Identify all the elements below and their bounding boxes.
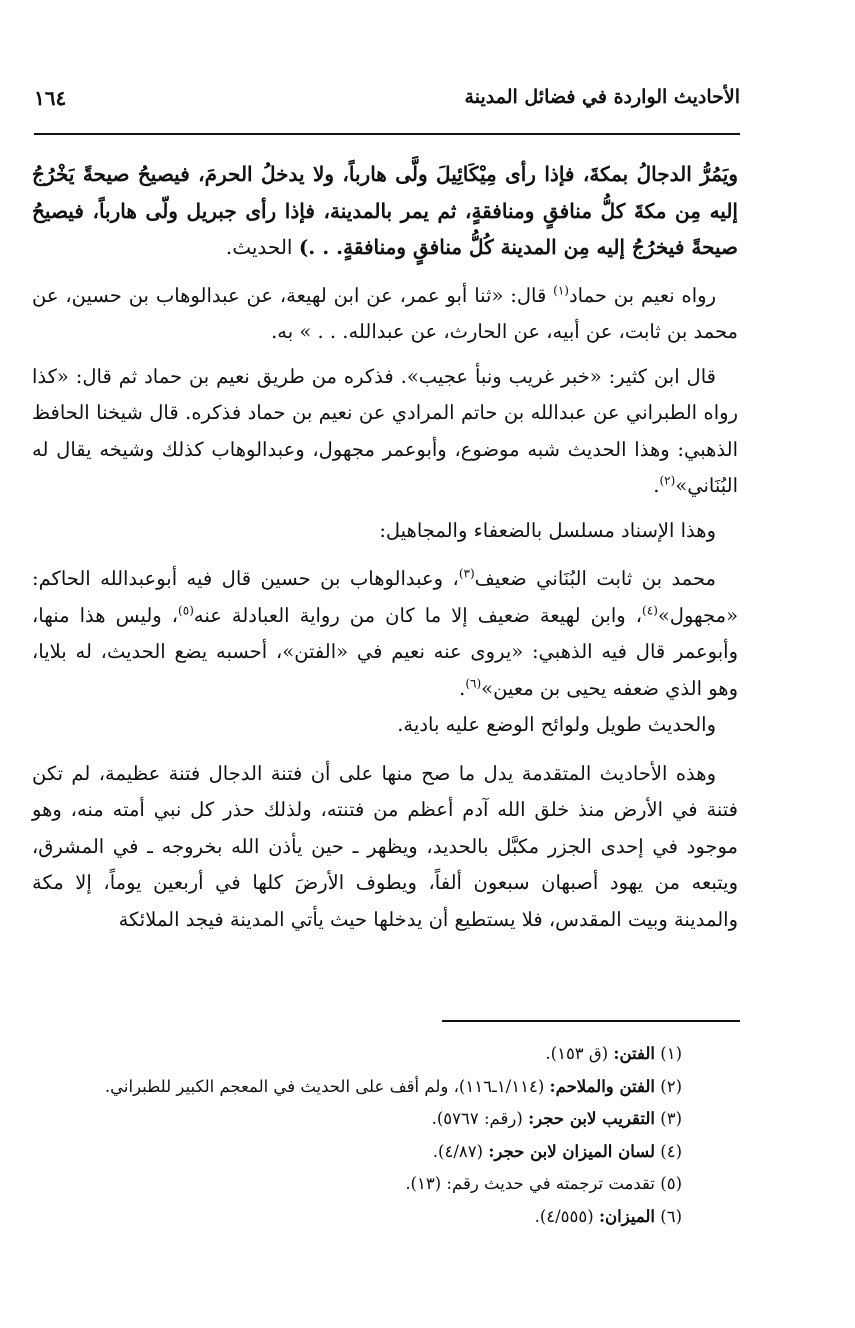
page-number: ١٦٤ xyxy=(34,86,67,110)
main-text xyxy=(32,156,738,938)
running-header xyxy=(34,86,740,118)
footnote xyxy=(34,1168,682,1201)
body-paragraph xyxy=(32,756,738,939)
footnotes-list xyxy=(34,1038,682,1233)
footnote-text: تقدمت ترجمته في حديث رقم: (١٣). xyxy=(405,1174,655,1193)
footnote-number: (٢) xyxy=(660,1076,682,1096)
footnote-ref: (٥) xyxy=(178,603,194,617)
footnote-ref: (١) xyxy=(553,283,569,297)
footnote-source: التقريب لابن حجر: xyxy=(528,1109,655,1128)
paragraph-text: ، وابن لهيعة ضعيف إلا ما كان من رواية العبادلة عنه xyxy=(193,603,643,627)
footnote-ref: (٢) xyxy=(659,473,676,488)
hadith-quote-paragraph xyxy=(32,156,738,266)
footnote-source: الفتن والملاحم: xyxy=(549,1076,655,1096)
body-paragraph xyxy=(32,707,738,744)
footnote xyxy=(34,1136,682,1169)
footnote-text: (٤/٥٥٥). xyxy=(534,1206,599,1226)
paragraph-text: ، وليس هذا منها، وأبوعمر قال فيه الذهبي: «يروى عنه نعيم في «الفتن»، أحسبه يضع الحديث، له بلايا، وهو الذي ضعفه يحيى بن معين» xyxy=(32,603,738,700)
running-title: الأحاديث الواردة في فضائل المدينة xyxy=(464,86,740,108)
footnote-number: (٥) xyxy=(660,1174,682,1193)
paragraph-text: وهذه الأحاديث المتقدمة يدل ما صح منها على أن فتنة الدجال فتنة عظيمة، لم تكن فتنة في الأرض منذ خلق الله آدم أعظم من فتنته، ولذلك حذر كل نبي أمته منه، وهو موجود في إحدى الجزر مكبَّل بالحديد، ويظهر ـ حين يأذن الله بخروجه ـ في المشرق، ويتبعه من يهود أصبهان سبعون ألفاً، ويطوف الأرضَ كلها في أربعين يوماً، إلا مكة والمدينة وبيت المقدس، فلا يستطيع أن يدخلها حيث يأتي المدينة فيجد الملائكة xyxy=(32,761,738,931)
footnote-ref: (٦) xyxy=(465,676,482,690)
footnote-source: الميزان: xyxy=(598,1206,655,1226)
paragraph-text: . xyxy=(653,474,660,497)
footnote-source: الفتن: xyxy=(613,1044,655,1063)
footnote-number: (١) xyxy=(660,1044,682,1063)
paragraph-text: والحديث طويل ولوائح الوضع عليه بادية. xyxy=(397,713,716,736)
paragraph-text: رواه نعيم بن حماد xyxy=(568,283,716,307)
body-paragraph xyxy=(32,513,738,550)
hadith-quote-text: ويَمُرُّ الدجالُ بمكةَ، فإذا رأى مِيْكَائِيلَ ولَّى هارباً، ولا يدخلُ الحرمَ، فيصيحُ صيحةً يَخْرُجُ إليه مِن مكةَ كلُّ منافقٍ ومنافقةٍ، ثم يمر بالمدينة، فإذا رأى جبريل ولّى هارباً، فيصيحُ صيحةً فيخرُجُ إليه مِن المدينة كُلُّ منافقٍ ومنافقةٍ. . .) xyxy=(32,162,738,259)
body-paragraph xyxy=(32,278,738,351)
footnote-text: (١/١١٤ـ١١٦)، ولم أقف على الحديث في المعجم الكبير للطبراني. xyxy=(104,1076,550,1096)
body-paragraph xyxy=(32,561,738,707)
footnote-text: (رقم: ٥٧٦٧). xyxy=(431,1109,529,1128)
footnote-ref: (٤) xyxy=(642,603,658,617)
hadith-quote-tail: الحديث. xyxy=(225,235,299,259)
header-rule xyxy=(34,133,740,135)
footnote xyxy=(34,1103,682,1136)
paragraph-text: وهذا الإسناد مسلسل بالضعفاء والمجاهيل: xyxy=(379,518,716,542)
footnote-text: (ق ١٥٣). xyxy=(545,1044,614,1063)
footnote-text: (٤/٨٧). xyxy=(432,1141,489,1161)
footnote-number: (٣) xyxy=(660,1109,682,1128)
body-paragraph xyxy=(32,359,738,505)
footnote-source: لسان الميزان لابن حجر: xyxy=(488,1141,655,1161)
footnote xyxy=(34,1038,682,1071)
paragraph-text: محمد بن ثابت البُنَاني ضعيف xyxy=(474,567,716,590)
paragraph-text: قال ابن كثير: «خبر غريب ونبأ عجيب». فذكره من طريق نعيم بن حماد ثم قال: «كذا رواه الطبراني عن عبدالله بن حاتم المرادي عن نعيم بن حماد فذكره. قال شيخنا الحافظ الذهبي: وهذا الحديث شبه موضوع، وأبوعمر مجهول، وعبدالوهاب كذلك وشيخه يقال له البُنَاني» xyxy=(32,364,738,497)
footnote-rule xyxy=(442,1020,740,1022)
footnote xyxy=(34,1071,682,1104)
paragraph-text: . xyxy=(459,676,466,700)
footnote-ref: (٣) xyxy=(458,566,475,581)
footnote-number: (٤) xyxy=(660,1141,682,1161)
footnote xyxy=(34,1201,682,1234)
paragraph-text: قال: «ثنا أبو عمر، عن ابن لهيعة، عن عبدالوهاب بن حسين، عن محمد بن ثابت، عن أبيه، عن الحارث، عن عبدالله. . . » به. xyxy=(32,283,738,343)
paragraph-text: ، وعبدالوهاب بن حسين قال فيه أبوعبدالله الحاكم: «مجهول» xyxy=(32,567,738,627)
footnote-number: (٦) xyxy=(660,1206,682,1226)
